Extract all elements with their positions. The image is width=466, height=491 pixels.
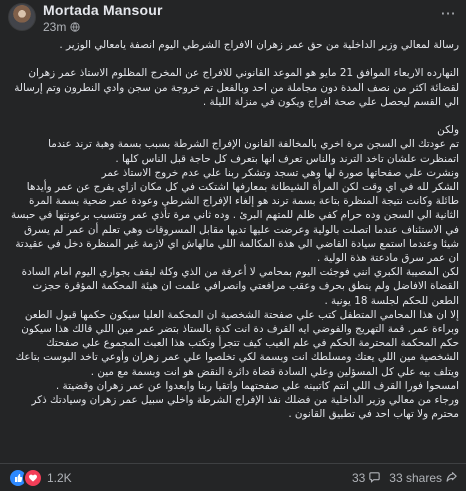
post-paragraph-9: امسحوا فورا القرف اللي انتم كاتبينه علي صفحتهما واتقيا ربنا وابعدوا عن عمر زهران وقضيتة . [55,379,459,392]
post-paragraph-2: النهارده الاربعاء الموافق 21 مايو هو الموعد القانوني للافراج عن المخرج المظلوم الاستاذ عمر زهران لقضائة اكثر من نصف المدة دون مجاملة من احد وبالفعل تم خروجة من سجن وادي النطرون وتم إرسالة الي القسم ليحصل علي صحة افراج ويكون في منزلة الليلة . [14,67,459,108]
paragraph-spacer [7,52,459,66]
post-meta [43,20,80,34]
more-horizontal-icon[interactable]: ··· [440,4,456,23]
post-paragraph-3: ولكن [437,124,459,137]
reactions-count: 1.2K [47,470,72,485]
shares-count: 33 shares [389,470,442,485]
share-arrow-icon [445,471,458,484]
author-name[interactable]: Mortada Mansour [43,2,163,18]
author-avatar[interactable] [8,3,36,31]
shares-count-button[interactable] [389,471,458,485]
post-paragraph-8: إلا ان هذا المحامي المتطفل كتب علي صفحتة الشخصية ان المحكمة العليا سيكون حكمها قبول الطعن وبراءة عمر. قمة التهريج والفوضي ايه القرف دة انت كدة بالستاذ بتضر عمر مين اللي قالك هذا سيكون حكم المحكمة المحترمة الحكم في علم الغيب كيف تتجرأ وتكتب هذا العبث المجموع علي صفحتك الشخصية مين اللي يعتك ومسلطك انت وبسمة لكي تخلصوا علي عمر زهران وأوعي تاخد البوست بتاعك ويتلف بيه علي كل المسؤلين وعلي السادة قضاة دائرة النقض هو انت وبسمة مع مين . [15,308,459,378]
globe-icon [70,22,80,32]
post-paragraph-4: تم عودتك الي السجن مرة اخري بالمخالفة القانون الإفراج الشرطة بسبب بسمة وهبة ترند عندما اتمنظرت علشان تاخد الترند والناس تعرف انها بتعرف كل حاجة قبل الناس كلها . [48,138,459,165]
engagement-counts [352,471,458,485]
heart-icon [23,468,43,488]
post-footer [0,463,466,491]
reactions-summary[interactable] [8,468,72,488]
comments-count-button[interactable] [352,471,381,485]
paragraph-spacer [7,109,459,123]
post-paragraph-6: الشكر لله في اي وقت لكن المرأة الشيطانة بمعارفها اشتكت في كل مكان ازاي يفرج عن عمر وأيدها طائلة وكانت نتيجة المنظرة بتاعة بسمة ترند هو إلغاء الإفراج الشرطي وعودة عمر ضحية بسمة المرة الثانية الي السجن وده حرام كفي ظلم للمتهم البرئ . وده ثاني مرة تأذي عمر وتتسبب برعونتها في حبسة في الاستئناف عندما اتصلت بالولية وعرضت عليها تديها مقابل المسروقات وهي تعلم أن عمر لم يسرق شيئا وعندما استمع سيادة القاضي الي هذة المكالمة اللي مالهاش اي لازمة غير المنظرة دخل في عقيدتة ان عمر سرق مادعتة هذة الولية . [11,181,459,265]
reaction-icons [8,468,43,488]
post-header [0,0,466,38]
post-paragraph-7: لكن المصيبة الكبري انني فوجئت اليوم بمحامي لا أعرفة من الذي وكلة ليقف بجواري اليوم امام السادة القضاة الافاضل ولم ينطق بحرف وعقب مرافعتي وانصرافي علمت ان هيئة المحكمة المؤقرة حجزت الطعن للحكم لجلسة 18 يونية . [21,266,459,307]
post-paragraph-5: ونشرت علي صفحاتها صورة لها وهي تسجد وتشكر ربنا علي عدم خروج الاستاذ عمر [101,166,459,179]
comments-count: 33 [351,470,366,485]
post-paragraph-1: رسالة لمعالي وزير الداخلية من حق عمر زهران الافراج الشرطي اليوم انصفة يامعالي الوزير . [59,39,459,51]
comment-bubble-icon [368,471,381,484]
post-body [7,38,459,421]
post-time[interactable]: 23m [43,20,67,34]
post-paragraph-10: ورجاء من معالي وزير الداخلية من فضلك نفذ الإفراج الشرطة واخلي سبيل عمر زهران وسيادتك ذكر محترم ولا تهاب احد في تطبيق القانون . [31,394,459,421]
